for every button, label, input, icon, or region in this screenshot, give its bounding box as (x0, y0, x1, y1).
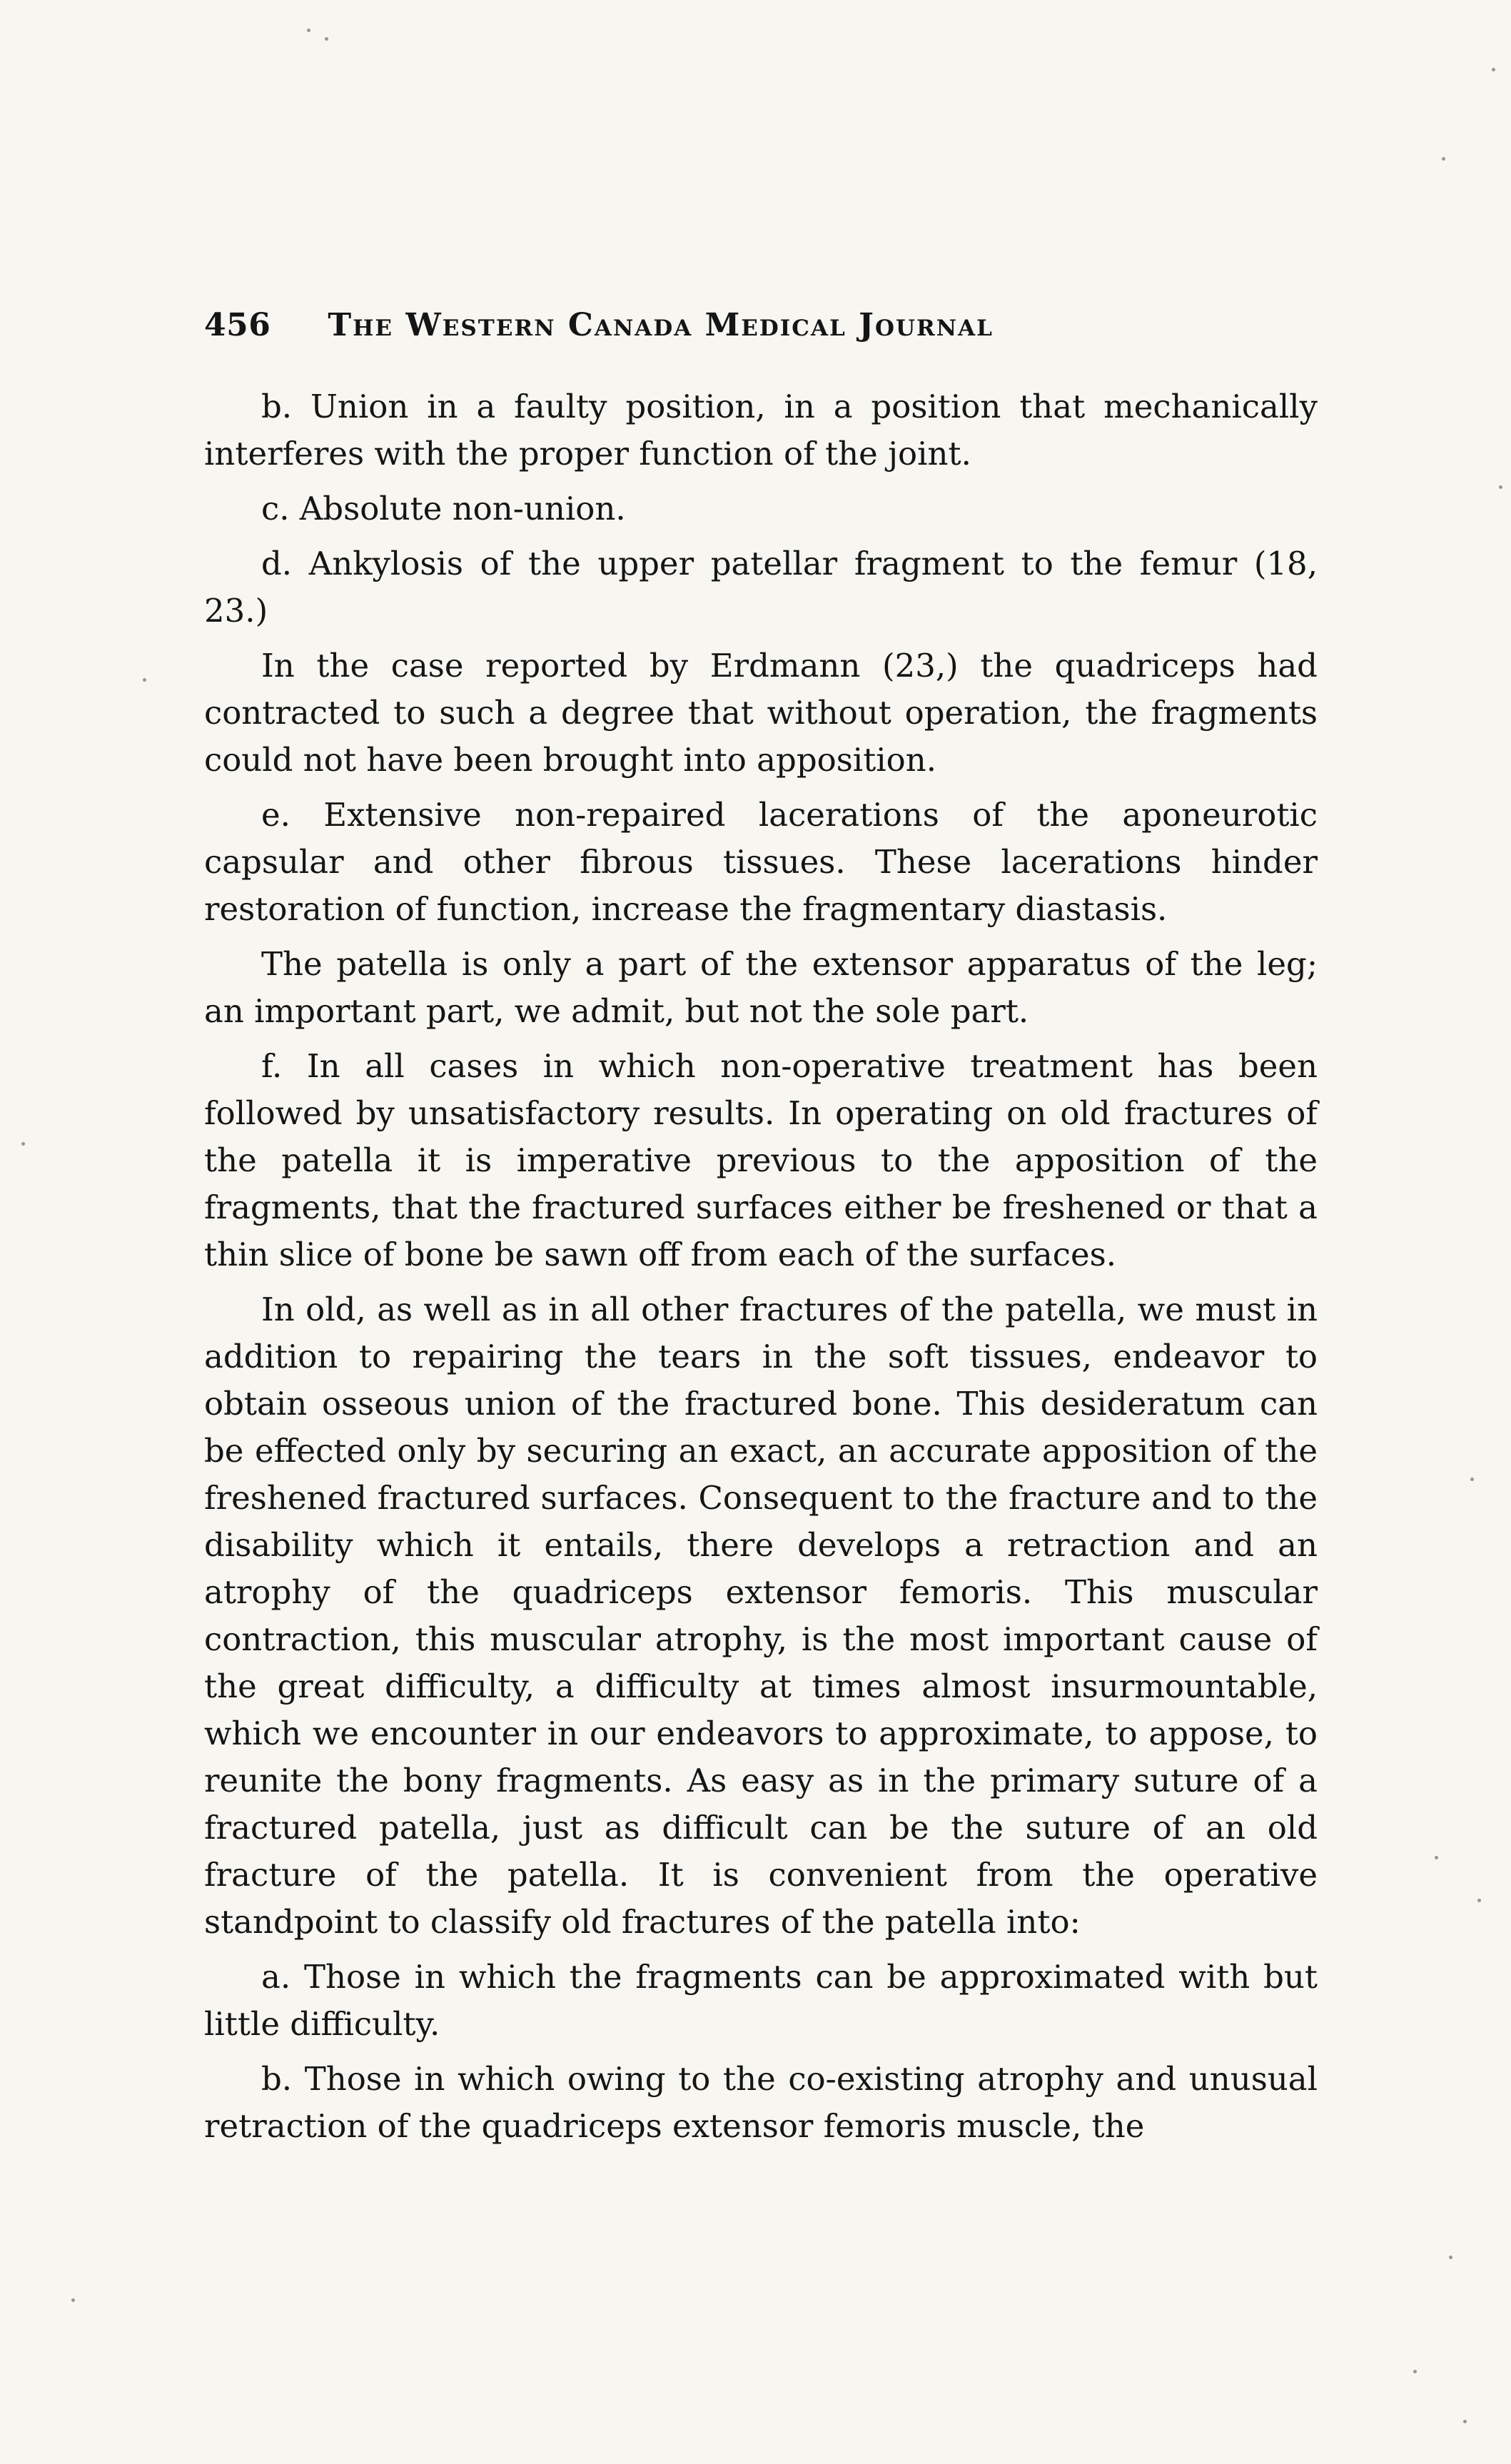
paragraph-erdmann-case: In the case reported by Erdmann (23,) the quadriceps had contracted to such a degree that without operation, the fragments could not have been brought into apposition. (204, 647, 1318, 779)
scan-speck (1442, 157, 1445, 161)
scan-speck (1435, 1856, 1438, 1859)
running-head (204, 307, 1318, 343)
scan-speck (1477, 1899, 1481, 1902)
paragraph-class-a: a. Those in which the fragments can be approximated with but little difficulty. (204, 1958, 1318, 2043)
scan-speck (1499, 485, 1502, 489)
paragraph-item-f: f. In all cases in which non-operative treatment has been followed by unsatisfactory results. In operating on old fractures of the patella it is imperative previous to the apposition of the fragments, that the fractured surfaces either be freshened or that a thin slice of bone be sawn off from each of the surfaces. (204, 1047, 1318, 1273)
scan-speck (21, 1142, 25, 1146)
paragraph-old-fractures: In old, as well as in all other fractures of the patella, we must in addition to repairing the tears in the soft tissues, endeavor to obtain osseous union of the fractured bone. This desideratum can be effected only by securing an exact, an accurate apposition of the freshened fractured surfaces. Consequent to the fracture and to the disability which it entails, there develops a retraction and an atrophy of the quadriceps extensor femoris. This muscular contraction, this muscular atrophy, is the most important cause of the great difficulty, a difficulty at times almost insurmountable, which we encounter in our endeavors to approximate, to appose, to reunite the bony fragments. As easy as in the primary suture of a fractured patella, just as difficult can be the suture of an old fracture of the patella. It is convenient from the operative standpoint to classify old fractures of the patella into: (204, 1291, 1318, 1941)
journal-page (204, 307, 1318, 2158)
paragraph-item-b: b. Union in a faulty position, in a position that mechanically interferes with the proper function of the joint. (204, 388, 1318, 473)
paragraph-class-b: b. Those in which owing to the co-existing atrophy and unusual retraction of the quadriceps extensor femoris muscle, the (204, 2060, 1318, 2145)
scan-speck (1492, 68, 1495, 71)
scan-speck (71, 2298, 75, 2302)
scan-speck (307, 29, 310, 32)
scan-speck (325, 37, 328, 41)
page-number: 456 (204, 307, 271, 343)
scan-speck (1470, 1478, 1474, 1481)
scan-speck (1463, 2420, 1467, 2423)
paragraph-item-d: d. Ankylosis of the upper patellar fragment to the femur (18, 23.) (204, 545, 1318, 630)
journal-title: The Western Canada Medical Journal (328, 307, 994, 343)
paragraph-item-c: c. Absolute non-union. (261, 490, 626, 527)
paragraph-item-e: e. Extensive non-repaired lacerations of the aponeurotic capsular and other fibrous tissues. These lacerations hinder restoration of function, increase the fragmentary diastasis. (204, 796, 1318, 928)
paragraph-patella-extensor: The patella is only a part of the extensor apparatus of the leg; an important part, we admit, but not the sole part. (204, 945, 1318, 1030)
scan-speck (1413, 2370, 1417, 2373)
scan-speck (143, 678, 146, 682)
scan-speck (1449, 2256, 1452, 2259)
